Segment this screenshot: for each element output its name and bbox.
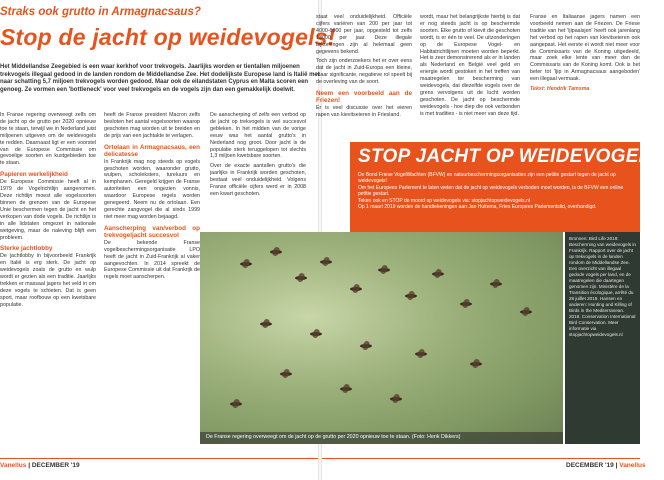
paragraph: heeft de Franse president Macron zelfs besloten het aantal vogelsoorten waarop geschoten mag worden uit te breiden en de prijs van een jachtakte te verlagen. xyxy=(104,112,200,139)
paragraph: staat veel onduidelijkheid. Officiële cijfers variëren van 200 per jaar tot 4000-6000 per jaar, opgesteld tot zelfs 13000 per jaar. Deze illegale bijkomingen zijn al helemaal geen gegevens bekend. xyxy=(316,14,412,55)
text-column-6 xyxy=(530,14,640,124)
paragraph: In Frankrijk mag nog steeds op vogels geschoten worden, waaronder grutto, wulpen, scholeksters, tureluurs en kemphanen. Geregeld krijgen de Franse autoriteiten een ongezien vonnis, waardoor Europese regels worden genegeerd. Neem nu de ortolaan. Een gerechte zangvogel die al sinds 1999 niet meer mag worden bejaagd. xyxy=(104,158,200,220)
photo-caption-bar xyxy=(200,432,563,444)
article-kicker: Straks ook grutto in Armagnacsaus? xyxy=(0,6,201,18)
bird-silhouette xyxy=(230,402,242,406)
bird-silhouette xyxy=(350,287,362,291)
paragraph: De aanscherping of zelfs een verbod op de jacht op trekvogels is wel succesvol gebleken. In het midden van de vorige eeuw was het aantal grutto's in Nederland nog groot. Door jacht is de populatie sterk teruggelopen tot slechts 1,3 miljoen kwetsbare soorten. xyxy=(210,112,306,160)
bird-silhouette xyxy=(432,272,444,276)
footer-rule-left xyxy=(0,458,318,459)
bird-silhouette xyxy=(320,260,332,264)
magazine-brand: Vanellus xyxy=(0,462,27,469)
footer-left: Vanellus | DECEMBER '19 xyxy=(0,462,80,469)
bird-silhouette xyxy=(470,362,482,366)
footer-rule-right xyxy=(322,458,640,459)
bird-silhouette xyxy=(280,372,292,376)
text-column-4 xyxy=(316,14,412,144)
article-lead: Het Middellandse Zeegebied is een waar kerkhof voor trekvogels. Jaarlijks worden er tientallen miljoenen trekvogels illegaal gedood in de landen rondom de Middellandse Zee. Het dodelijkste Europese land is Italië met naar schatting 5,7 miljoen trekvogels worden gedood. Maar ook de eilandstaten Cyprus en Malta scoren een genoeg. Ze vormen een 'bottleneck' voor veel trekvogels en de vogels zijn dan een gemakkelijk doelwit. xyxy=(0,64,320,93)
bird-silhouette xyxy=(360,344,372,348)
text-column-1 xyxy=(0,112,96,464)
subheading: Neem een voorbeeld aan de Friezen! xyxy=(316,90,412,105)
paragraph: In Franse regering overweegt zelfs om de jacht op de grutto per 2020 opnieuw toe te staan, terwijl we in Nederland juist miljoenen uitgeven om de weidevogels te redden. Daarnaast ligt er een voorstel van de Europese Commissie om gevoelige soorten en kustgebieden toe te staan. xyxy=(0,112,96,167)
paragraph: Over de exacte aantallen grutto's die jaarlijks in Frankrijk worden geschoten, bestaat veel onduidelijkheid. Volgens Franse officiële cijfers werd er in 2008 een kwart geschoten. xyxy=(210,163,306,197)
bird-silhouette xyxy=(310,332,322,336)
paragraph: De bekende Franse vogelbeschermingsorganisatie LPO heeft de jacht in Zuid-Frankrijk al vaker aangevochten. In 2014 spreekt de Europese Commissie uit dat Frankrijk de regels moet aanscherpen. xyxy=(104,239,200,281)
banner-line: Op 1 maart 2019 worden de handtekeningen aan Jan Huitema, Fries Europees Parlementslid, overhandigd. xyxy=(358,204,597,211)
bird-silhouette xyxy=(490,282,502,286)
text-column-2 xyxy=(104,112,200,464)
issue-date: DECEMBER '19 xyxy=(31,462,80,469)
bird-silhouette xyxy=(340,387,352,391)
petition-banner xyxy=(350,142,664,232)
paragraph: Franse en Italiaanse jagers namen een voorbeeld nemen aan de Friezen. De Friese traditie van het 'ljipaaisjen' heeft ook jarenlang het verbod op het rapen van kievitseieren ook aangepast. Het eerste ei wordt niet meer voor de Commissaris van de Koning uitgedeeld, maar zoek elke lente van meer dan de Commissaris van de Koning komt. Ook is het beter tot 'ljip in Armagnacsaus aangeboden' een illegaal vermaak. xyxy=(530,14,640,83)
text-column-5 xyxy=(420,14,520,134)
godwit-flock-photo xyxy=(200,232,563,444)
banner-line: Om het Europees Parlement te laten weten dat de jacht op weidevogels verboden moet worden, is de BFVW een online petitie gestart. xyxy=(358,184,624,198)
banner-line: De Bond Friese VogelWachten (BFVW) en natuurbeschermingsorganisaties zijn een petitie gestart tegen de jacht op weidevogels! xyxy=(358,172,616,185)
paragraph: wordt, maar het belangrijkste hierbij is dat er nog steeds jacht is op beschermde soorten. Elke grutto of kievit die geschoten wordt, is er één te veel. De uitzonderingen op de Europese Vogel- en Habitatrichtlijnen moeten worden beperkt. Het is zeer demonstrerend als er in landen als Nederland en België veel geld en energie wordt gestoken in het treffen van maatregelen ter bescherming van weidevogels, dat diezelfde vogels over de grens vervolgens uit de lucht worden geschoten. De jacht op beschermde weidevogels - hoe diep die ook verbonden is met tradities - is niet meer van deze tijd. xyxy=(420,14,520,117)
subheading: Aanscherping van/verbod op trekvogeljacht succesvol xyxy=(104,224,200,239)
bird-silhouette xyxy=(390,397,402,401)
subheading: Ortolaan in Armagnacsaus, een delicatesse xyxy=(104,143,200,158)
bird-silhouette xyxy=(405,294,417,298)
photo-caption: De Franse regering overweegt om de jacht op de grutto per 2020 opnieuw toe te staan. (Foto: Henk Dikkers) xyxy=(206,434,461,440)
subheading: Sterke jachtlobby xyxy=(0,245,53,253)
article-headline: Stop de jacht op weidevogels! xyxy=(0,24,336,50)
banner-text xyxy=(358,172,634,210)
sources-sidebar: Bronnen: Bird Life 2019: Bescherming van weidevogels in Frankrijk. Rapport over de jacht op trekvogels in de landen rondom de Middellandse Zee. Een overzicht van illegaal gedode vogels per land, en de maatregelen die daartegen genomen zijn. Ministère de la Transition écologique, arrêté du 28 juillet 2019. Hansen en anderen: Hunting and Killing of Birds in the Mediterranean. 2018. Conservation International Bird Conservation. Meer informatie via stopjachtopweidevogels.nl xyxy=(565,232,640,444)
bird-silhouette xyxy=(260,322,272,326)
paragraph: Toch zijn onderzoekers het er over eens dat de jacht in Zuid-Europa een kleine, maar significante, negatieve rol speelt bij de overleving van de soort. xyxy=(316,58,412,86)
paragraph: De Europese Commissie heeft al in 1979 de Vogelrichtlijn aangenomen. Deze richtlijn moest alle vogelsoorten binnen de grenzen van de Europese Unie beschermen tegen de jacht en het verkopen van dode vogels. De richtlijn is in alle lidstaten omgezet in nationale wetgeving, maar de naleving blijft een probleem. xyxy=(0,179,96,241)
author-credit: Tekst: Hendrik Tamsma xyxy=(530,86,590,93)
footer-right: DECEMBER '19 | Vanellus xyxy=(566,462,646,469)
bird-silhouette xyxy=(295,276,307,280)
banner-title: STOP JACHT OP WEIDEVOGELS xyxy=(358,146,664,167)
magazine-brand: Vanellus xyxy=(619,462,646,469)
bird-silhouette xyxy=(460,302,472,306)
paragraph: Er is veel discussie over het eieren rapen van kievitseieren in Friesland. xyxy=(316,105,412,118)
bird-silhouette xyxy=(415,352,427,356)
bird-silhouette xyxy=(240,262,252,266)
banner-line: Teken ook en STOP de moord op weidevogels via: stopjachtopweidevogels.nl xyxy=(358,197,530,204)
subheading: Papieren werkelijkheid xyxy=(0,171,68,179)
bird-silhouette xyxy=(270,250,282,254)
bird-silhouette xyxy=(378,268,390,272)
paragraph: De jachtlobby in bijvoorbeeld Frankrijk en Italië is erg sterk. De jacht op weidevogels zoals de grutto en wulp wordt er gezien als een traditie. Jaarlijks trekken er massaal jagers het veld in om deze vogels te schieten. Dat is geen sport, maar roofbouw op een kwetsbare populatie. xyxy=(0,253,96,308)
bird-silhouette xyxy=(520,310,532,314)
issue-date: DECEMBER '19 xyxy=(566,462,614,469)
